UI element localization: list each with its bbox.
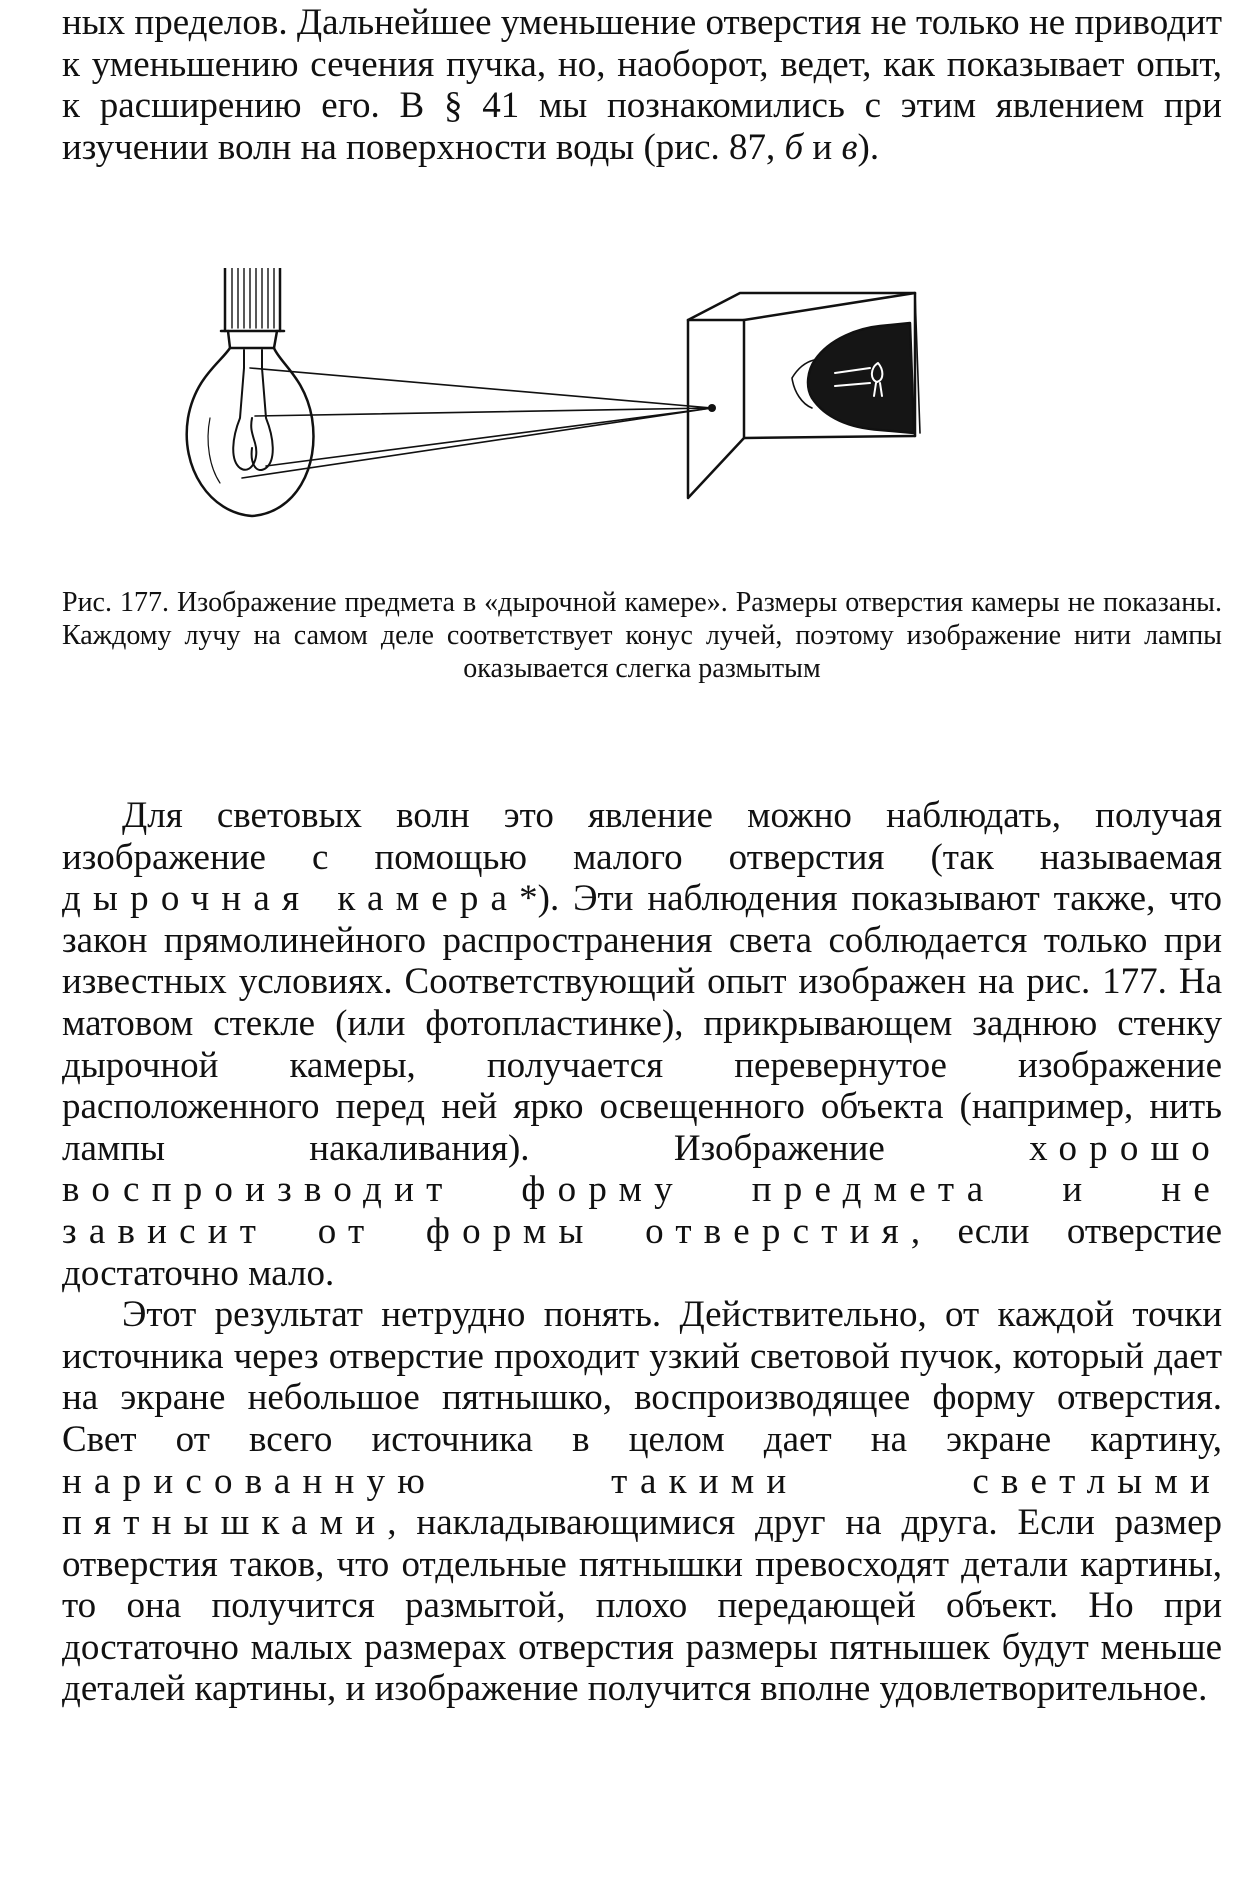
p2-text-a: Для световых волн это явление можно наблюдать, получая изображение с помощью малого отверстия (так называемая	[62, 795, 1222, 878]
figure-ref-b: б	[784, 126, 804, 168]
figure-ref-and: и	[803, 126, 842, 168]
paragraph-top	[62, 2, 1222, 168]
paragraph-3	[62, 1294, 1222, 1710]
paragraph-top-text: ных пределов. Дальнейшее уменьшение отверстия не только не приводит к уменьшению сечения пучка, но, наоборот, ведет, как показывает опыт, к расширению его. В § 41 мы познакомились с этим явлением при изучении волн на поверхности воды (рис. 87,	[62, 2, 1222, 168]
pinhole-camera-figure	[180, 268, 1115, 553]
lamp-bulb	[187, 348, 314, 516]
pinhole	[708, 404, 716, 412]
figure-caption: Рис. 177. Изображение предмета в «дырочной камере». Размеры отверстия камеры не показаны. Каждому лучу на самом деле соответствует конус лучей, поэтому изображение нити лампы оказывается слегка размытым	[62, 587, 1222, 684]
p2-text-c: , если отверстие достаточно мало.	[62, 1210, 1222, 1294]
p2-emphasis: хорошо воспроизводит форму предмета и не зависит от формы отверстия	[62, 1127, 1222, 1252]
main-text	[62, 795, 1222, 1710]
figure-ref-v: в	[841, 126, 858, 168]
p3-text-a: Этот результат нетрудно понять. Действительно, от каждой точки источника через отверстие проходит узкий световой пучок, который дает на экране небольшое пятнышко, воспроизводящее форму отверстия. Свет от всего источника в целом дает на экране картину,	[62, 1294, 1222, 1460]
p3-emphasis: нарисованную такими светлыми пятнышками	[62, 1460, 1222, 1544]
lamp-socket	[221, 268, 284, 348]
camera-back-opening	[808, 323, 914, 433]
term-pinhole-camera: дырочная камера	[62, 878, 520, 920]
p3-text-b: , накладывающимися друг на друга. Если размер отверстия таков, что отдельные пятнышки превосходят детали картины, то она получится размытой, плохо передающей объект. Но при достаточно малых размерах отверстия размеры пятнышек будут меньше деталей картины, и изображение получится вполне удовлетворительное.	[62, 1502, 1222, 1710]
paragraph-2	[62, 795, 1222, 1294]
p2-text-b: *). Эти наблюдения показывают также, что закон прямолинейного распространения света соблюдается только при известных условиях. Соответствующий опыт изображен на рис. 177. На матовом стекле (или фотопластинке), прикрывающем заднюю стенку дырочной камеры, получается перевернутое изображение расположенного перед ней ярко освещенного объекта (например, нить лампы накаливания). Изображение	[62, 878, 1222, 1169]
figure-ref-close: ).	[857, 126, 880, 168]
